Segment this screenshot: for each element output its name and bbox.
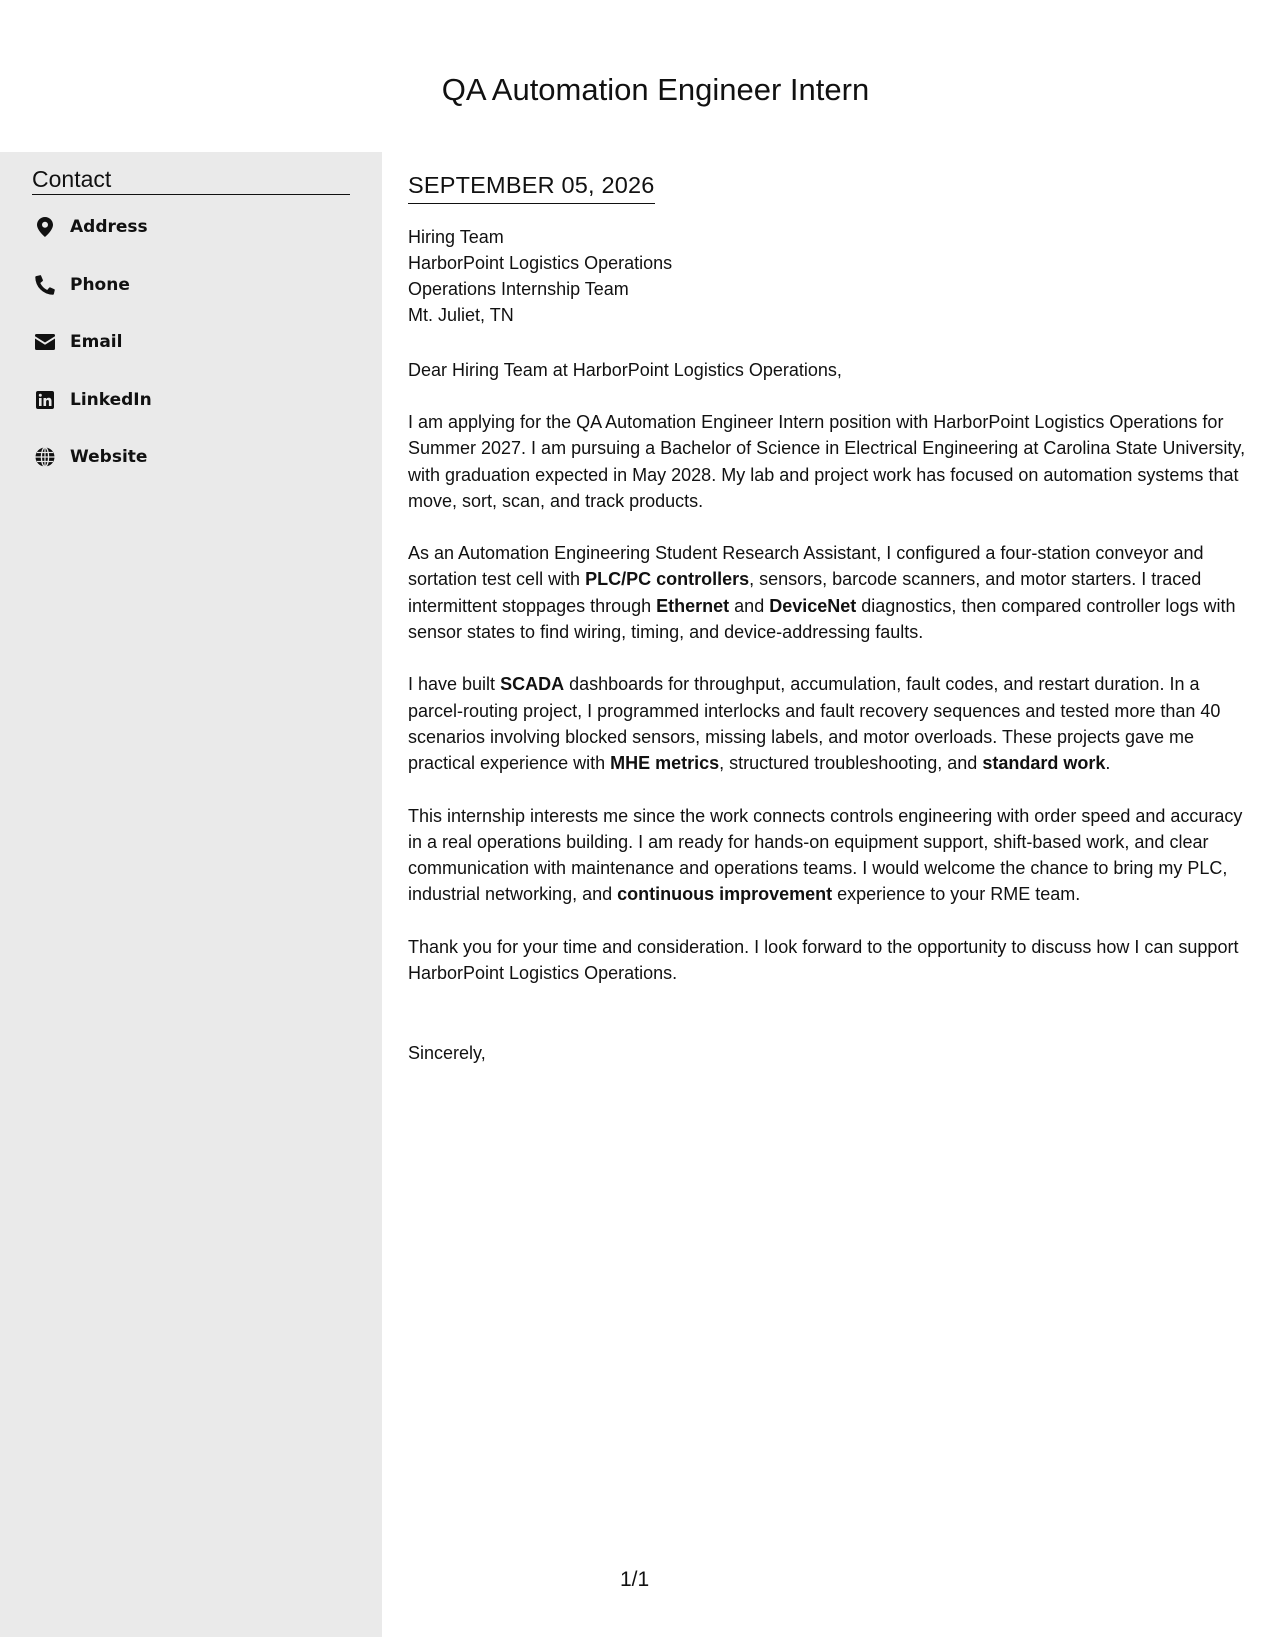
bold-keyword: MHE metrics: [610, 753, 720, 774]
page-number: 1/1: [620, 1568, 650, 1591]
contact-label-address: Address: [70, 217, 148, 237]
letter-paragraph: [408, 934, 1248, 987]
recipient-line: Mt. Juliet, TN: [408, 305, 514, 325]
contact-heading: Contact: [32, 166, 350, 195]
recipient-line: Hiring Team: [408, 227, 504, 247]
letter-paragraph: [408, 803, 1248, 908]
contact-item-address[interactable]: [32, 212, 152, 242]
phone-icon: [32, 273, 58, 297]
bold-keyword: SCADA: [500, 674, 565, 695]
envelope-icon: [32, 330, 58, 354]
recipient-line: HarborPoint Logistics Operations: [408, 253, 673, 273]
page-header: [0, 0, 1275, 152]
paragraph-text: diagnostics, then compared controller logs with sensor states to find wiring, timing, and device-addressing faults.: [408, 595, 1236, 643]
contact-label-linkedin: LinkedIn: [70, 389, 152, 410]
document-title: QA Automation Engineer Intern: [441, 72, 870, 107]
paragraph-text: , sensors, barcode scanners, and motor starters. I traced intermittent stoppages through: [408, 569, 1202, 616]
bold-keyword: continuous improvement: [617, 884, 833, 905]
letter-paragraph: [408, 409, 1248, 514]
letter-date: SEPTEMBER 05, 2026: [408, 172, 655, 204]
contact-sidebar: [0, 152, 382, 1637]
paragraph-text: I am applying for the QA Automation Engineer Intern position with HarborPoint Logistics Operations for Summer 2027. I am pursuing a Bachelor of Science in Electrical Engineering at Carolina State University, with graduation expected in May 2028. My lab and project work has focused on automation systems that move, sort, scan, and track products.: [408, 412, 1246, 511]
bold-keyword: DeviceNet: [769, 595, 857, 616]
contact-list: [32, 212, 152, 500]
bold-keyword: Ethernet: [656, 595, 730, 616]
letter-paragraph: [408, 671, 1248, 776]
paragraph-text: .: [1105, 753, 1111, 774]
letter-paragraphs: [408, 409, 1248, 986]
bold-keyword: standard work: [982, 753, 1106, 774]
contact-label-phone: Phone: [70, 274, 130, 295]
map-pin-icon: [32, 215, 58, 239]
paragraph-text: and: [729, 595, 770, 616]
salutation: Dear Hiring Team at HarborPoint Logistics Operations,: [408, 360, 842, 380]
recipient-block: [408, 224, 1248, 328]
closing: Sincerely,: [408, 1043, 486, 1064]
paragraph-text: dashboards for throughput, accumulation, fault codes, and restart duration. In a parcel-routing project, I programmed interlocks and fault recovery sequences and tested more than 40 scenarios involving blocked sensors, missing labels, and motor overloads. These projects gave me practical experience with: [408, 674, 1221, 774]
letter-body: [408, 152, 1248, 1066]
paragraph-text: I have built: [408, 674, 501, 695]
globe-icon: [32, 445, 58, 469]
paragraph-text: As an Automation Engineering Student Research Assistant, I configured a four-station conveyor and sortation test cell with: [408, 543, 1204, 590]
contact-item-website[interactable]: [32, 442, 152, 472]
contact-item-linkedin[interactable]: [32, 385, 152, 415]
recipient-line: Operations Internship Team: [408, 279, 629, 299]
paragraph-text: Thank you for your time and consideration. I look forward to the opportunity to discuss how I can support HarborPoint Logistics Operations.: [408, 936, 1239, 984]
bold-keyword: PLC/PC controllers: [585, 569, 750, 590]
paragraph-text: , structured troubleshooting, and: [719, 753, 983, 774]
paragraph-text: experience to your RME team.: [832, 884, 1081, 905]
contact-label-website: Website: [70, 447, 148, 467]
contact-item-phone[interactable]: [32, 270, 152, 300]
linkedin-icon: [32, 388, 58, 412]
paragraph-text: This internship interests me since the work connects controls engineering with order speed and accuracy in a real operations building. I am ready for hands-on equipment support, shift-based work, and clear communication with maintenance and operations teams. I would welcome the chance to bring my PLC, industrial networking, and: [408, 805, 1243, 905]
letter-paragraph: [408, 540, 1248, 645]
contact-item-email[interactable]: [32, 327, 152, 357]
contact-label-email: Email: [70, 332, 123, 352]
